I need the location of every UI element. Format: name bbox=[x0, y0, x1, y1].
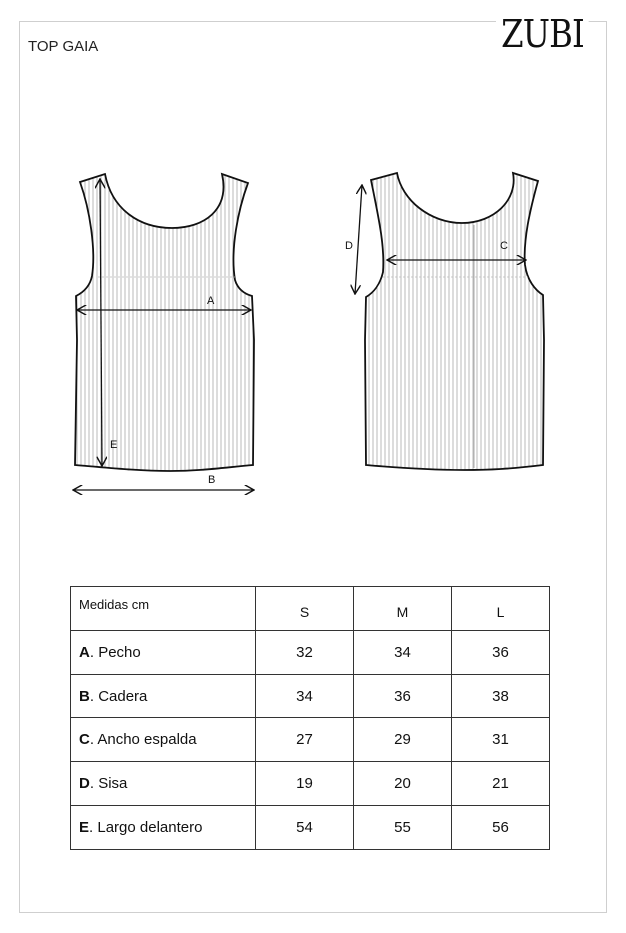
back-top-outline bbox=[365, 173, 544, 470]
header-label: Medidas cm bbox=[79, 596, 150, 612]
value-cell: 21 bbox=[452, 762, 550, 806]
value-cell: 31 bbox=[452, 718, 550, 762]
label-a: A bbox=[207, 295, 215, 307]
size-table bbox=[70, 586, 550, 850]
label-b: B bbox=[208, 474, 216, 486]
value-cell: 32 bbox=[256, 630, 354, 674]
measure-name-cell: C. Ancho espalda bbox=[71, 718, 256, 762]
table-row bbox=[71, 806, 550, 850]
table-row bbox=[71, 718, 550, 762]
value-cell: 38 bbox=[452, 674, 550, 718]
product-title: TOP GAIA bbox=[28, 38, 99, 55]
measure-name-cell: A. Pecho bbox=[71, 630, 256, 674]
header-size-l: L bbox=[452, 587, 550, 631]
label-c: C bbox=[500, 240, 508, 252]
value-cell: 55 bbox=[354, 806, 452, 850]
value-cell: 34 bbox=[354, 630, 452, 674]
value-cell: 34 bbox=[256, 674, 354, 718]
value-cell: 27 bbox=[256, 718, 354, 762]
value-cell: 56 bbox=[452, 806, 550, 850]
header-measure-cell bbox=[71, 587, 256, 631]
table-row bbox=[71, 674, 550, 718]
brand-logo: ZUBI bbox=[496, 14, 589, 54]
measure-name-cell: E. Largo delantero bbox=[71, 806, 256, 850]
table-row bbox=[71, 630, 550, 674]
label-e: E bbox=[110, 439, 118, 451]
table-header-row bbox=[71, 587, 550, 631]
table-row bbox=[71, 762, 550, 806]
front-garment-diagram bbox=[60, 160, 280, 500]
measure-name-cell: B. Cadera bbox=[71, 674, 256, 718]
label-d: D bbox=[345, 240, 353, 252]
header-size-s: S bbox=[256, 587, 354, 631]
value-cell: 29 bbox=[354, 718, 452, 762]
value-cell: 36 bbox=[354, 674, 452, 718]
measure-arrow-d bbox=[355, 185, 362, 294]
value-cell: 36 bbox=[452, 630, 550, 674]
value-cell: 19 bbox=[256, 762, 354, 806]
value-cell: 20 bbox=[354, 762, 452, 806]
back-garment-diagram bbox=[340, 160, 560, 480]
measure-name-cell: D. Sisa bbox=[71, 762, 256, 806]
value-cell: 54 bbox=[256, 806, 354, 850]
header-size-m: M bbox=[354, 587, 452, 631]
